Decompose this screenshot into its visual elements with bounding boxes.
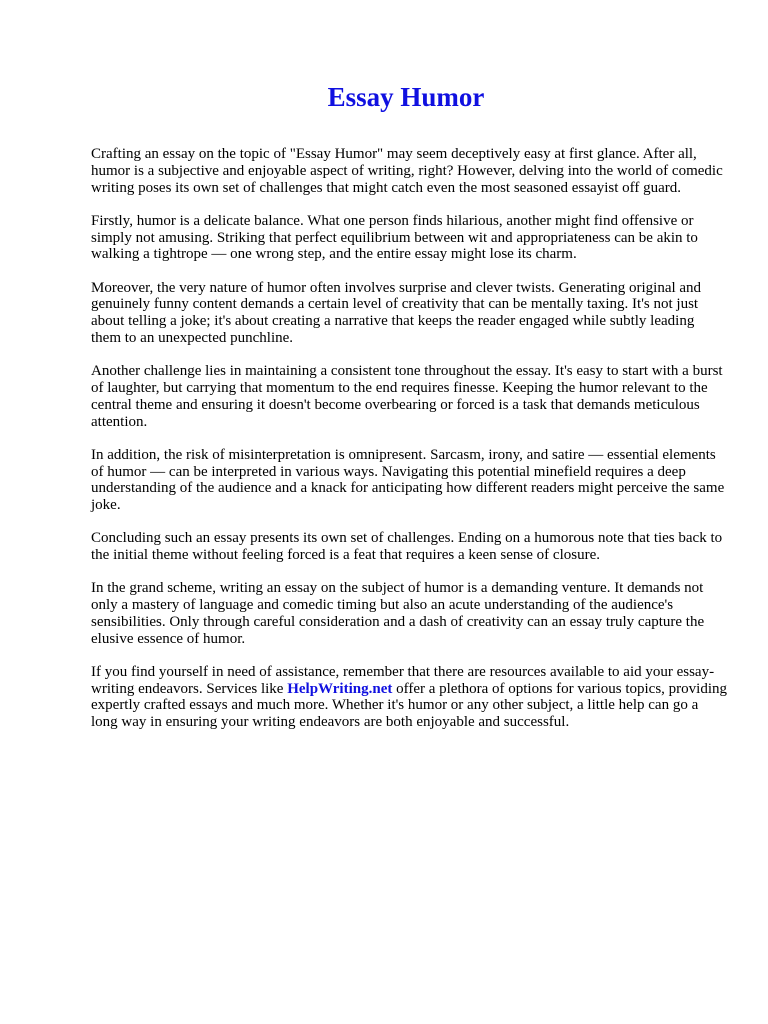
paragraph-balance: Firstly, humor is a delicate balance. What one person finds hilarious, another might find offensive or simply not amusing. Striking that perfect equilibrium between wit and appropriateness can be akin to walking a tightrope — one wrong step, and the entire essay might lose its charm. <box>91 212 698 263</box>
paragraph-tone: Another challenge lies in maintaining a consistent tone throughout the essay. It's easy to start with a burst of laughter, but carrying that momentum to the end requires finesse. Keeping the humor relevant to the central theme and ensuring it doesn't become overbearing or forced is a task that demands meticulous attention. <box>91 363 723 430</box>
paragraph-misinterpretation: In addition, the risk of misinterpretation is omnipresent. Sarcasm, irony, and satire — essential elements of humor — can be interpreted in various ways. Navigating this potential minefield requires a deep understanding of the audience and a knack for anticipating how different readers might perceive the same joke. <box>91 446 725 514</box>
paragraph-concluding: Concluding such an essay presents its own set of challenges. Ending on a humorous note that ties back to the initial theme without feeling forced is a feat that requires a keen sense of closure. <box>91 530 723 564</box>
assistance-text-before: If you find yourself in need of assistance, remember that there are resources available to aid your essay-writing endeavors. Services like <box>91 663 715 697</box>
essay-body <box>91 146 727 747</box>
page-title: Essay Humor <box>327 82 485 112</box>
helpwriting-link[interactable]: HelpWriting.net <box>287 680 393 697</box>
paragraph-assistance <box>91 664 727 731</box>
paragraph-intro: Crafting an essay on the topic of "Essay Humor" may seem deceptively easy at first glance. After all, humor is a subjective and enjoyable aspect of writing, right? However, delving into the world of comedic writing poses its own set of challenges that might catch even the most seasoned essayist off guard. <box>91 146 723 196</box>
paragraph-grand-scheme: In the grand scheme, writing an essay on the subject of humor is a demanding venture. It demands not only a mastery of language and comedic timing but also an acute understanding of the audience's sensibilities. Only through careful consideration and a dash of creativity can an essay truly capture the elusive essence of humor. <box>91 580 705 647</box>
assistance-text-after: offer a plethora of options for various topics, providing expertly crafted essays and much more. Whether it's humor or any other subject, a little help can go a long way in ensuring your writing endeavors are both enjoyable and successful. <box>91 680 727 731</box>
paragraph-surprise: Moreover, the very nature of humor often involves surprise and clever twists. Generating original and genuinely funny content demands a certain level of creativity that can be mentally taxing. It's not just about telling a joke; it's about creating a narrative that keeps the reader engaged while subtly leading them to an unexpected punchline. <box>91 279 702 346</box>
